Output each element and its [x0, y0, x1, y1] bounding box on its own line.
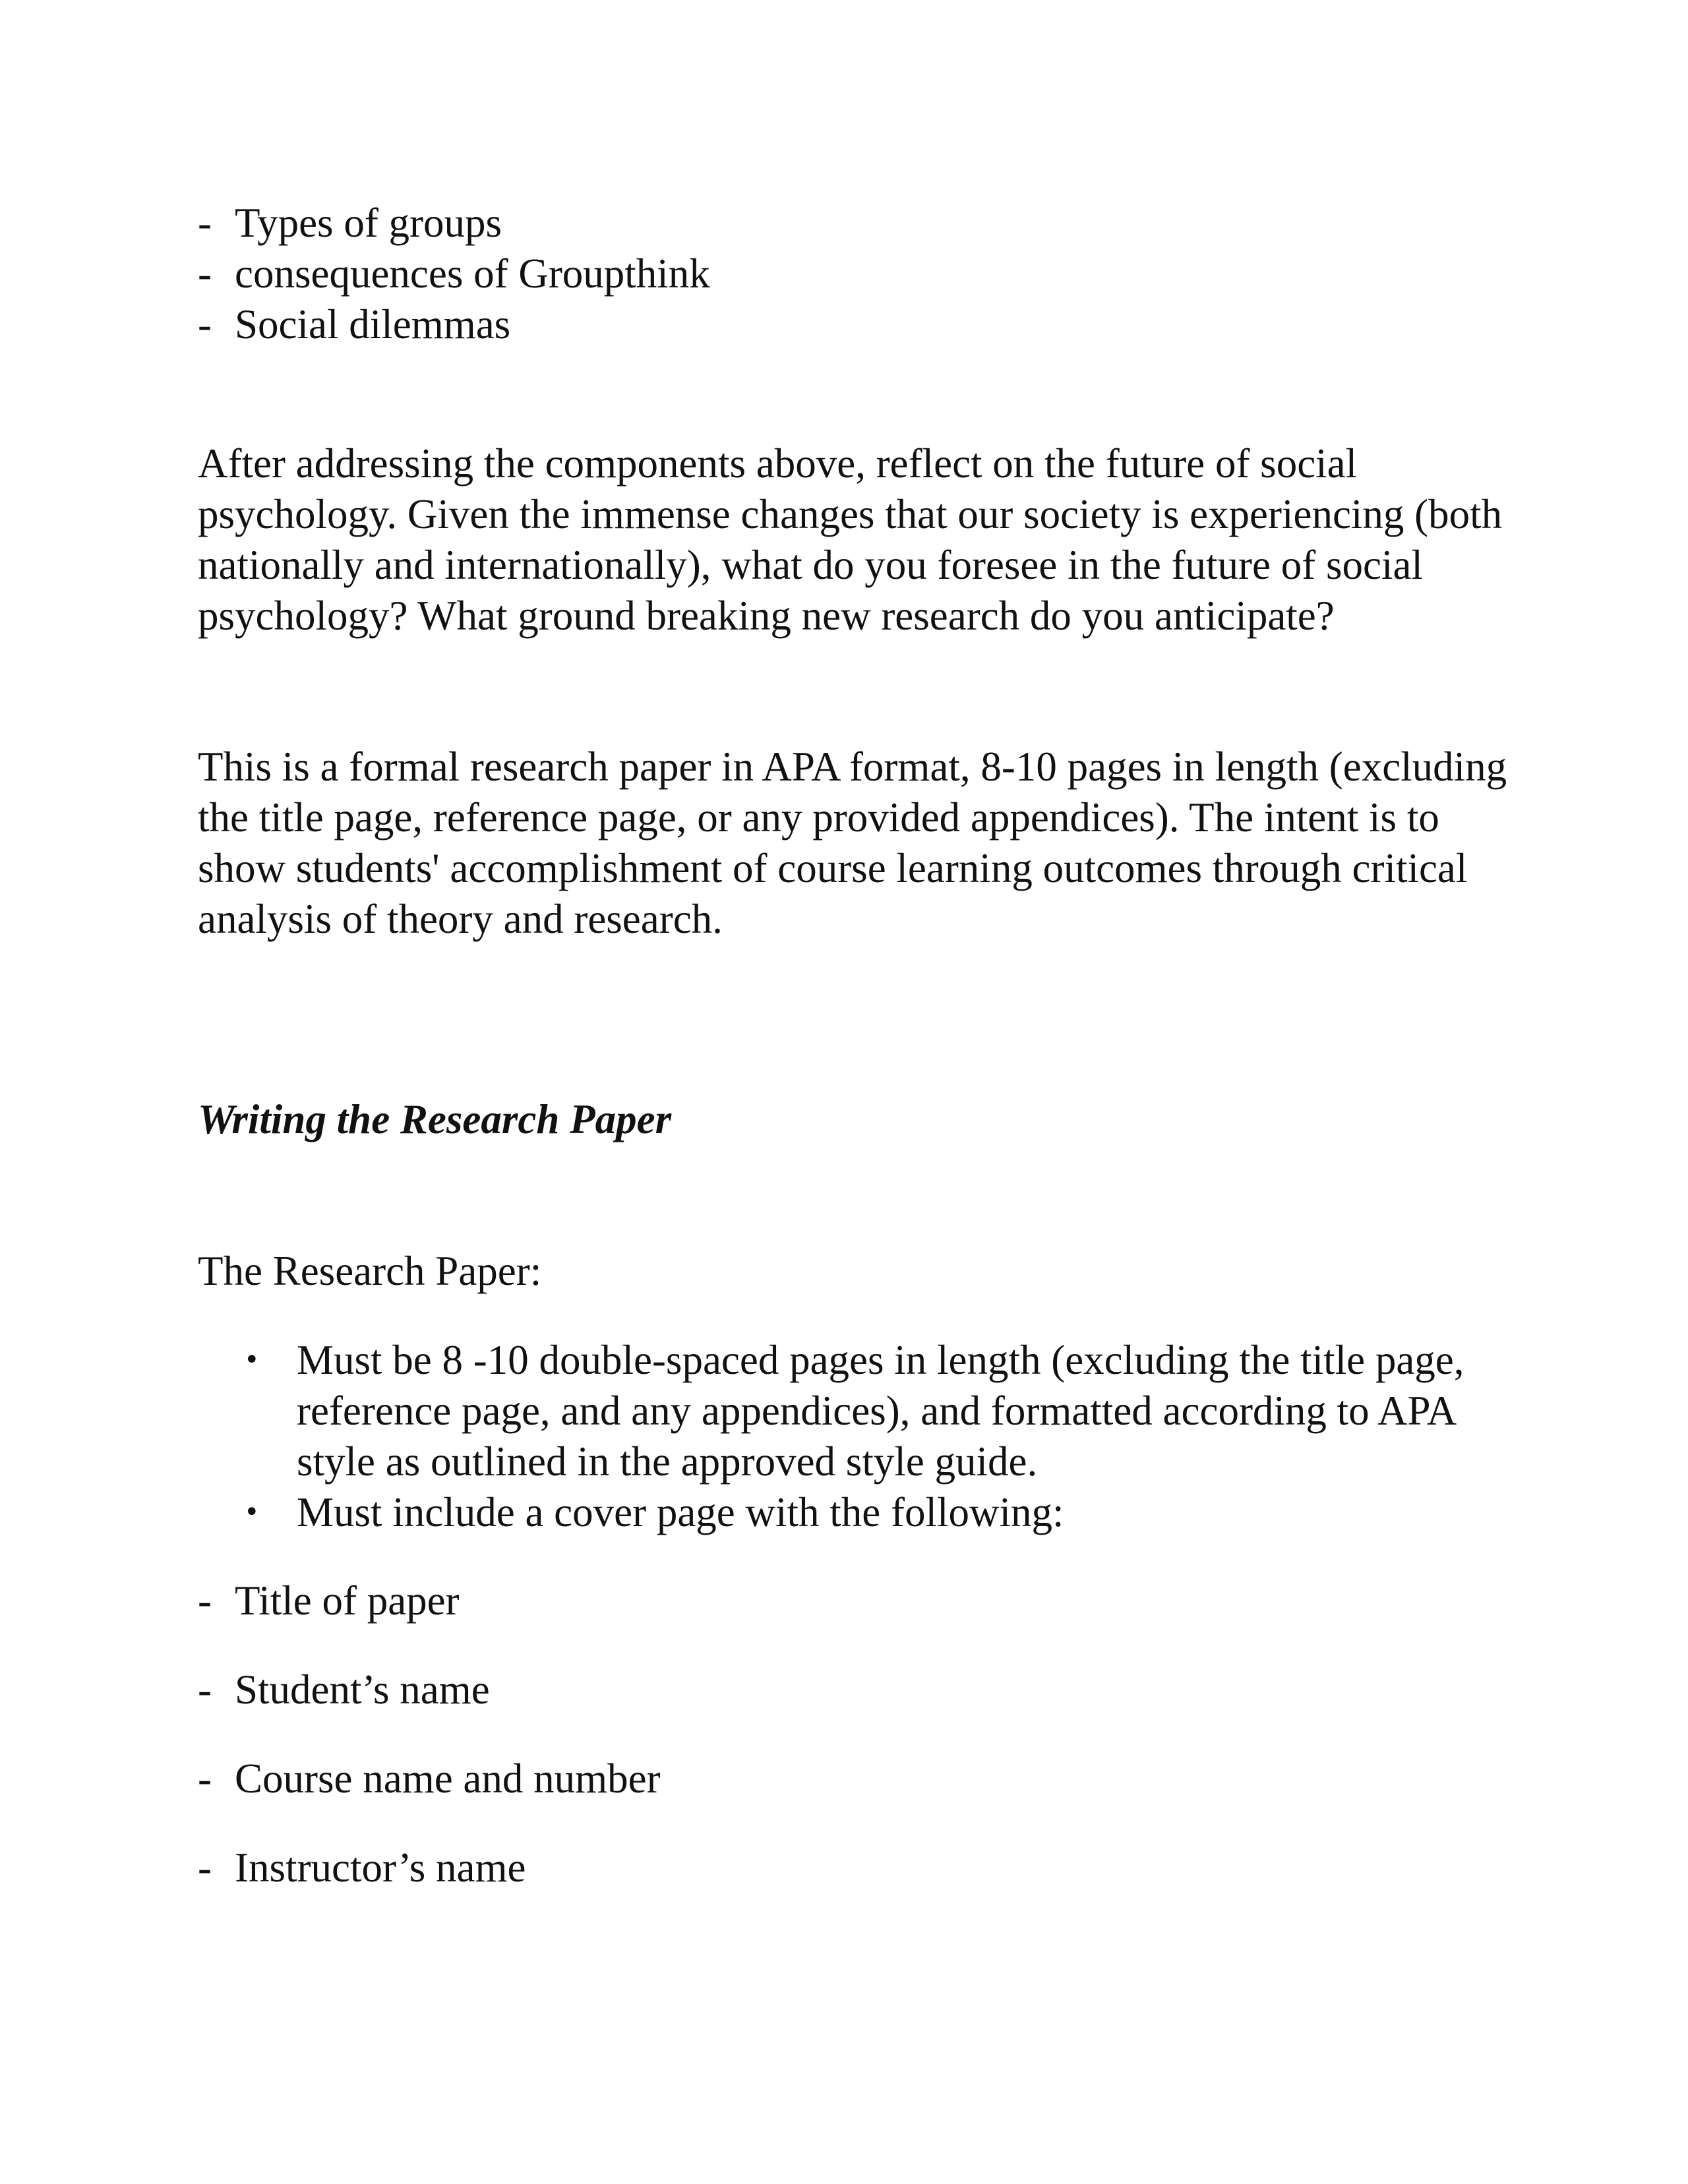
section-heading: Writing the Research Paper: [198, 1096, 672, 1142]
list-item: [198, 249, 1517, 299]
list-item-text: consequences of Groupthink: [235, 251, 710, 297]
bullet-marker: •: [244, 1497, 260, 1527]
research-paper-label: The Research Paper:: [198, 1248, 542, 1294]
list-item-text: Must include a cover page with the following:: [297, 1489, 1064, 1535]
dash-marker: -: [198, 251, 212, 297]
dash-marker: -: [198, 1845, 212, 1891]
dash-marker: -: [198, 1578, 212, 1624]
topic-list: [198, 198, 1517, 350]
list-item: [244, 1335, 1497, 1487]
list-item-text: Social dilemmas: [235, 301, 511, 347]
requirements-list: [244, 1335, 1497, 1538]
list-item: [198, 198, 1517, 249]
list-item-text: Student’s name: [235, 1667, 490, 1713]
list-item-text: Title of paper: [235, 1578, 460, 1624]
format-paragraph-block: [198, 742, 1517, 945]
cover-item-instructor: [198, 1843, 526, 1893]
list-item-text: Instructor’s name: [235, 1845, 526, 1891]
cover-item-title: [198, 1576, 460, 1626]
bullet-marker: •: [244, 1345, 260, 1375]
dash-marker: -: [198, 1756, 212, 1802]
cover-item-student-name: [198, 1665, 490, 1715]
section-heading-block: [198, 1094, 1517, 1145]
list-item-text: Must be 8 -10 double-spaced pages in length (excluding the title page, reference page, and any appendices), and formatted according to APA style as outlined in the approved style guide.: [297, 1337, 1464, 1485]
list-item: [198, 299, 1517, 350]
research-paper-label-block: [198, 1246, 1517, 1297]
future-paragraph: After addressing the components above, reflect on the future of social psychology. Given the immense changes that our society is experiencing (both nationally and internationally), what do you foresee in the future of social psychology? What ground breaking new research do you anticipate?: [198, 440, 1503, 639]
list-item-text: Course name and number: [235, 1756, 661, 1802]
future-paragraph-block: [198, 438, 1517, 641]
list-item: [244, 1487, 1497, 1538]
list-item-text: Types of groups: [235, 200, 502, 246]
dash-marker: -: [198, 1667, 212, 1713]
cover-item-course: [198, 1754, 661, 1804]
dash-marker: -: [198, 301, 212, 347]
dash-marker: -: [198, 200, 212, 246]
format-paragraph: This is a formal research paper in APA format, 8-10 pages in length (excluding the title page, reference page, or any provided appendices). The intent is to show students' accomplishment of course learning outcomes through critical analysis of theory and research.: [198, 744, 1507, 942]
